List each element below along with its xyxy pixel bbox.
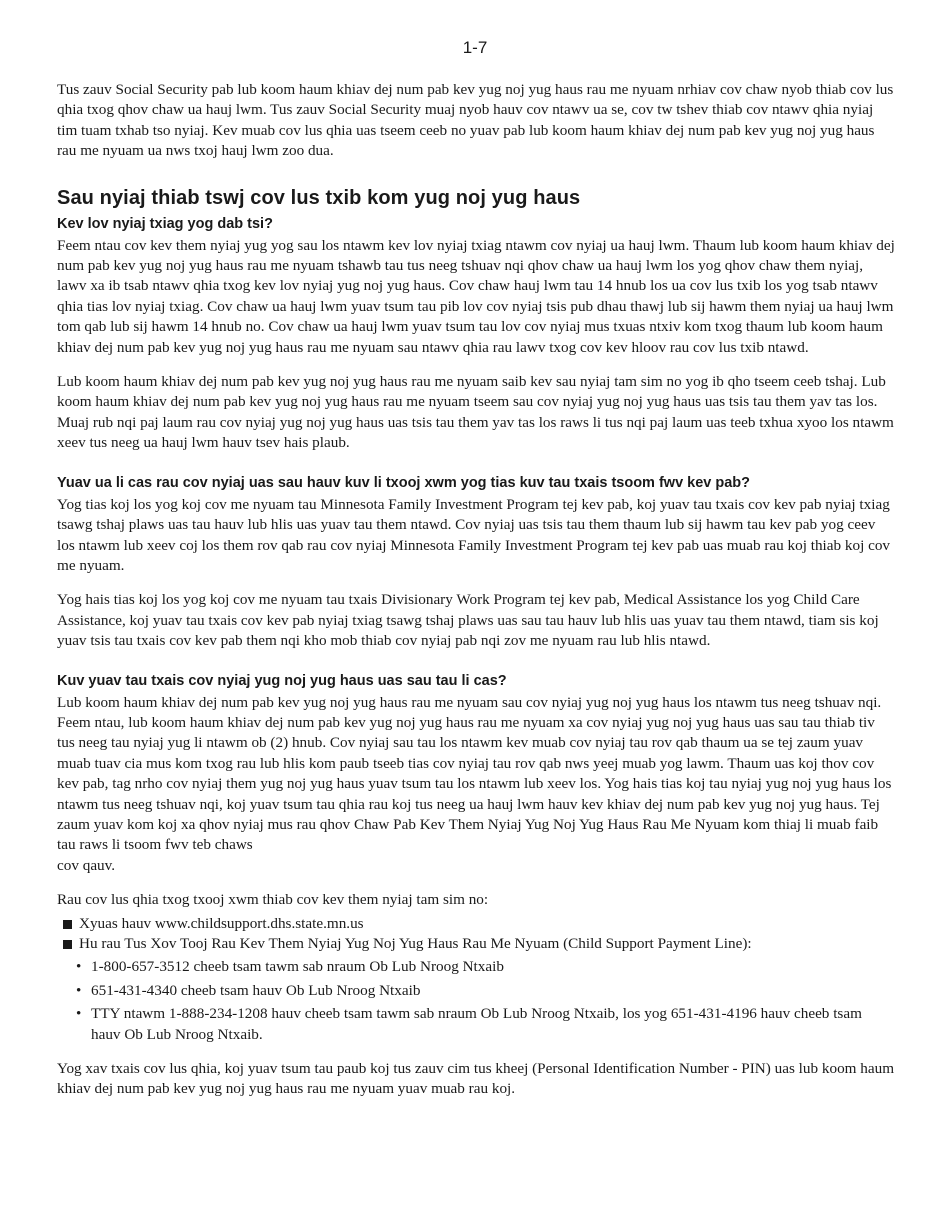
public-assistance-paragraph-1: Yog tias koj los yog koj cov me nyuam tau Minnesota Family Investment Program tej kev pab, koj yuav tau txais cov kev pab nyiaj txiag tsawg tshaj plaws uas tau hauv lub hlis uas yuav tau them ntawd. Cov nyiaj uas tsis tau them thaum lub sij hawm tau kev pab yog ceev los ntawm lub xeev coj los them rov qab rau cov nyiaj Minnesota Family Investment Program tej kev pab uas muab rau koj thiab koj cov me nyuam. [57,495,891,574]
pin-paragraph: Yog xav txais cov lus qhia, koj yuav tsum tau paub koj tus zauv cim tus kheej (Personal Identification Number - PIN) uas lub koom haum khiav dej num pab kev yug noj yug haus rau me nyuam yuav muab rau koj. [57,1060,895,1098]
wage-withholding-paragraph-2: Lub koom haum khiav dej num pab kev yug noj yug haus rau me nyuam saib kev sau nyiaj tam sim no yog ib qho tseem ceeb tshaj. Lub koom haum khiav dej num pab kev yug noj yug haus rau me nyuam tseem sau cov nyiaj yug noj yug haus uas tsis tau them yav tas los. Muaj rub nqi paj laum rau cov nyiaj yug noj yug haus uas tsis tau them yav tas los raws li tus nqi paj laum uas teeb txhua xyoo los ntawm xeev tus neeg ua hauj lwm hauv tsev hais plaub. [57,373,894,452]
section-heading: Sau nyiaj thiab tswj cov lus txib kom yug noj yug haus [57,186,581,209]
page-number: 1-7 [462,38,488,57]
receive-payments-paragraph-1-end: cov qauv. [57,856,116,874]
contact-list [57,914,895,1045]
receive-payments-paragraph-1 [57,693,895,877]
phone-list [57,957,895,1045]
public-assistance-paragraph-2: Yog hais tias koj los yog koj cov me nyuam tau txais Divisionary Work Program tej kev pab, Medical Assistance los yog Child Care Assistance, koj yuav tau txais cov kev pab nyiaj txiag tsawg tshaj plaws uas sau tau hauv lub hlis uas yuav tau them ntawd, tiam sis koj yuav tsis tau txais cov kev pab them nqi kho mob thiab cov nyiaj pab nqi zov me nyuam rau lub hlis ntawd. [57,591,879,650]
subheading-receive-payments: Kuv yuav tau txais cov nyiaj yug noj yug haus uas sau tau li cas? [57,672,507,689]
phone-item-metro: • 651-431-4340 cheeb tsam hauv Ob Lub Nroog Ntxaib [71,981,895,1001]
subheading-public-assistance: Yuav ua li cas rau cov nyiaj uas sau hauv kuv li txooj xwm yog tias kuv tau txais tsoom fwv kev pab? [57,474,751,491]
phone-item-tty: • TTY ntawm 1-888-234-1208 hauv cheeb tsam tawm sab nraum Ob Lub Nroog Ntxaib, los yog 651-431-4196 hauv cheeb tsam hauv Ob Lub Nroog Ntxaib. [71,1004,895,1045]
subheading-wage-withholding: Kev lov nyiaj txiag yog dab tsi? [57,215,273,232]
wage-withholding-paragraph-1: Feem ntau cov kev them nyiaj yug yog sau los ntawm kev lov nyiaj txiag ntawm cov nyiaj ua hauj lwm. Thaum lub koom haum khiav dej num pab kev yug noj yug haus rau me nyuam tshawb tau tus neeg tshuav nqi qhov chaw ua hauj lwm los yog qhov chaw them nyiaj, lawv xa ib tsab ntawv qhia txog kev lov nyiaj yug noj yug haus. Cov chaw hauj lwm tau 14 hnub los ua cov lus txib los yog tsab ntawv qhia tias lov nyiaj txiag. Cov chaw ua hauj lwm yuav tsum tau pib lov cov nyiaj tsis pub dhau thawj lub sij hawm them nyiaj ua hauj lwm tom qab lub sij hawm 14 hnub no. Cov chaw ua hauj lwm yuav tsum tau lov cov nyiaj mus txuas ntxiv kom txog thaum lub koom haum khiav dej num pab kev yug noj yug haus rau me nyuam sau ntawv qhia rau lawv txog cov kev hloov rau cov lus txib ntawd. [57,236,895,356]
payment-line-label: Hu rau Tus Xov Tooj Rau Kev Them Nyiaj Yug Noj Yug Haus Rau Me Nyuam (Child Support Payment Line): [79,935,752,952]
contact-item-payment-line [57,934,895,1045]
contact-item-website: Xyuas hauv www.childsupport.dhs.state.mn.us [57,914,895,934]
page-content [57,80,895,1114]
contact-intro-paragraph: Rau cov lus qhia txog txooj xwm thiab cov kev them nyiaj tam sim no: [57,891,489,909]
phone-item-outside-metro: • 1-800-657-3512 cheeb tsam tawm sab nraum Ob Lub Nroog Ntxaib [71,957,895,977]
intro-paragraph: Tus zauv Social Security pab lub koom haum khiav dej num pab kev yug noj yug haus rau me nyuam nrhiav cov chaw nyob thiab cov lus qhia txog qhov chaw ua hauj lwm. Tus zauv Social Security muaj nyob hauv cov ntawv ua se, cov tw tshev thiab cov ntawv qhia nyiaj tim tuam txhab tso nyiaj. Kev muab cov lus qhia uas tseem ceeb no yuav pab lub koom haum khiav dej num pab kev yug noj yug haus rau me nyuam ua nws txoj hauj lwm zoo dua. [57,81,894,160]
receive-payments-paragraph-1-main: Lub koom haum khiav dej num pab kev yug noj yug haus rau me nyuam sau cov nyiaj yug noj yug haus los ntawm tus neeg tshuav nqi. Feem ntau, lub koom haum khiav dej num pab kev yug noj yug haus rau me nyuam xa cov nyiaj yug noj yug haus uas sau tau thiab tiv tus neeg tau nyiaj yug li ntawm ob (2) hnub. Cov nyiaj sau tau los ntawm kev muab cov nyiaj tau rov qab thaum ua se tej zaum yuav muab tuav cia mus kom txog rau lub hlis kom paub tseeb tias cov nyiaj tau rov qab nws yeej muab yog lawm. Thaum uas koj thov cov kev pab, tag nrho cov nyiaj them yug noj yug haus yuav tsum tau los ntawm lub xeev los. Yog hais tias koj tau nyiaj yug noj yug haus los ntawm tus neeg tshuav nqi, koj yuav tsum tau qhia rau koj tus neeg ua hauj lwm hauv kev khiav dej num pab kev yug noj yug haus. Tej zaum yuav kom koj xa qhov nyiaj mus rau qhov Chaw Pab Kev Them Nyiaj Yug Noj Yug Haus Rau Me Nyuam kom thiaj li muab faib tau raws li tsoom fwv teb chaws [57,693,892,854]
